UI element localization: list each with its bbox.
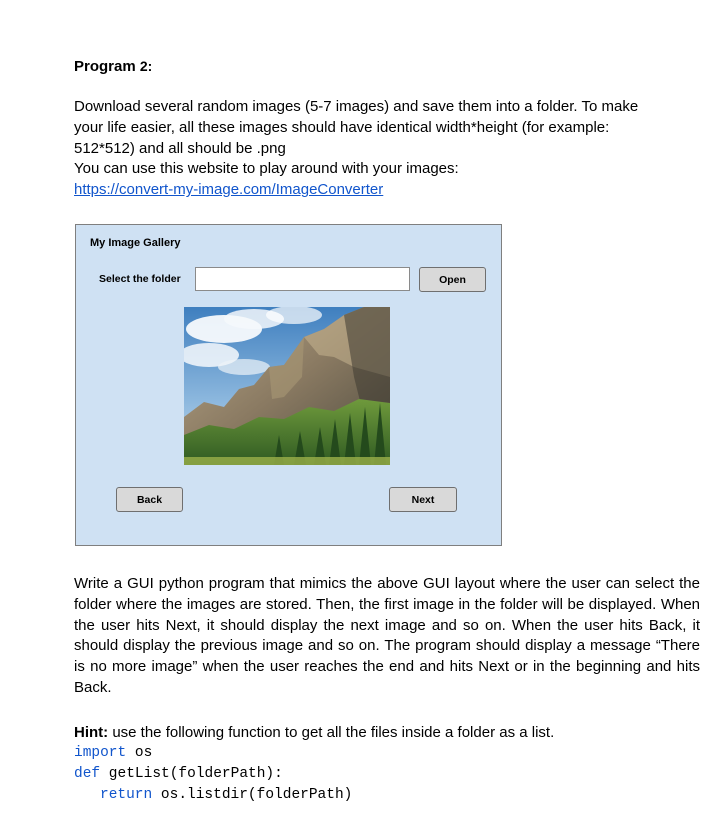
- back-button[interactable]: Back: [116, 487, 183, 512]
- code-line-3: [74, 785, 700, 806]
- program-heading: [74, 58, 152, 75]
- code-line-2: [74, 764, 700, 785]
- intro-paragraph: [74, 97, 700, 201]
- hint-label: Hint:: [74, 724, 109, 741]
- converter-link[interactable]: https://convert-my-image.com/ImageConverter: [74, 181, 384, 199]
- hint-text: use the following function to get all the files inside a folder as a list.: [108, 724, 555, 741]
- hint-text-line: [74, 722, 700, 743]
- code-text: getList(folderPath):: [100, 766, 283, 782]
- folder-input[interactable]: [195, 267, 410, 291]
- intro-line-2: your life easier, all these images should have identical width*height (for example:: [74, 118, 610, 136]
- code-text: os: [126, 745, 153, 761]
- gallery-title: My Image Gallery: [90, 237, 181, 249]
- intro-line-1: Download several random images (5-7 images) and save them into a folder. To make: [74, 98, 639, 115]
- intro-line-3: 512*512) and all should be .png: [74, 139, 286, 157]
- description-paragraph: Write a GUI python program that mimics the above GUI layout where the user can select the folder where the images are stored. Then, the first image in the folder will be displayed. When the user hits Next, it should display the next image and so on. When the user hits Back, it should display the previous image and so on. The program should display a message “There is no more image” when the user reaches the end and hits Next or in the beginning and hits Back.: [74, 575, 700, 696]
- hint-section: [74, 722, 700, 806]
- program-heading-number: 2:: [139, 58, 153, 74]
- open-button[interactable]: Open: [419, 267, 486, 292]
- next-button[interactable]: Next: [389, 487, 457, 512]
- program-heading-prefix: Program: [74, 58, 140, 75]
- code-text: os.listdir(folderPath): [152, 787, 353, 803]
- code-keyword: import: [74, 745, 127, 761]
- mountain-landscape-image: [184, 307, 390, 465]
- code-keyword: def: [74, 766, 101, 782]
- code-keyword: return: [100, 787, 153, 803]
- image-gallery-mockup: [75, 224, 502, 546]
- intro-line-4: You can use this website to play around with your images:: [74, 160, 459, 178]
- folder-label: Select the folder: [99, 273, 181, 285]
- code-line-1: [74, 743, 700, 764]
